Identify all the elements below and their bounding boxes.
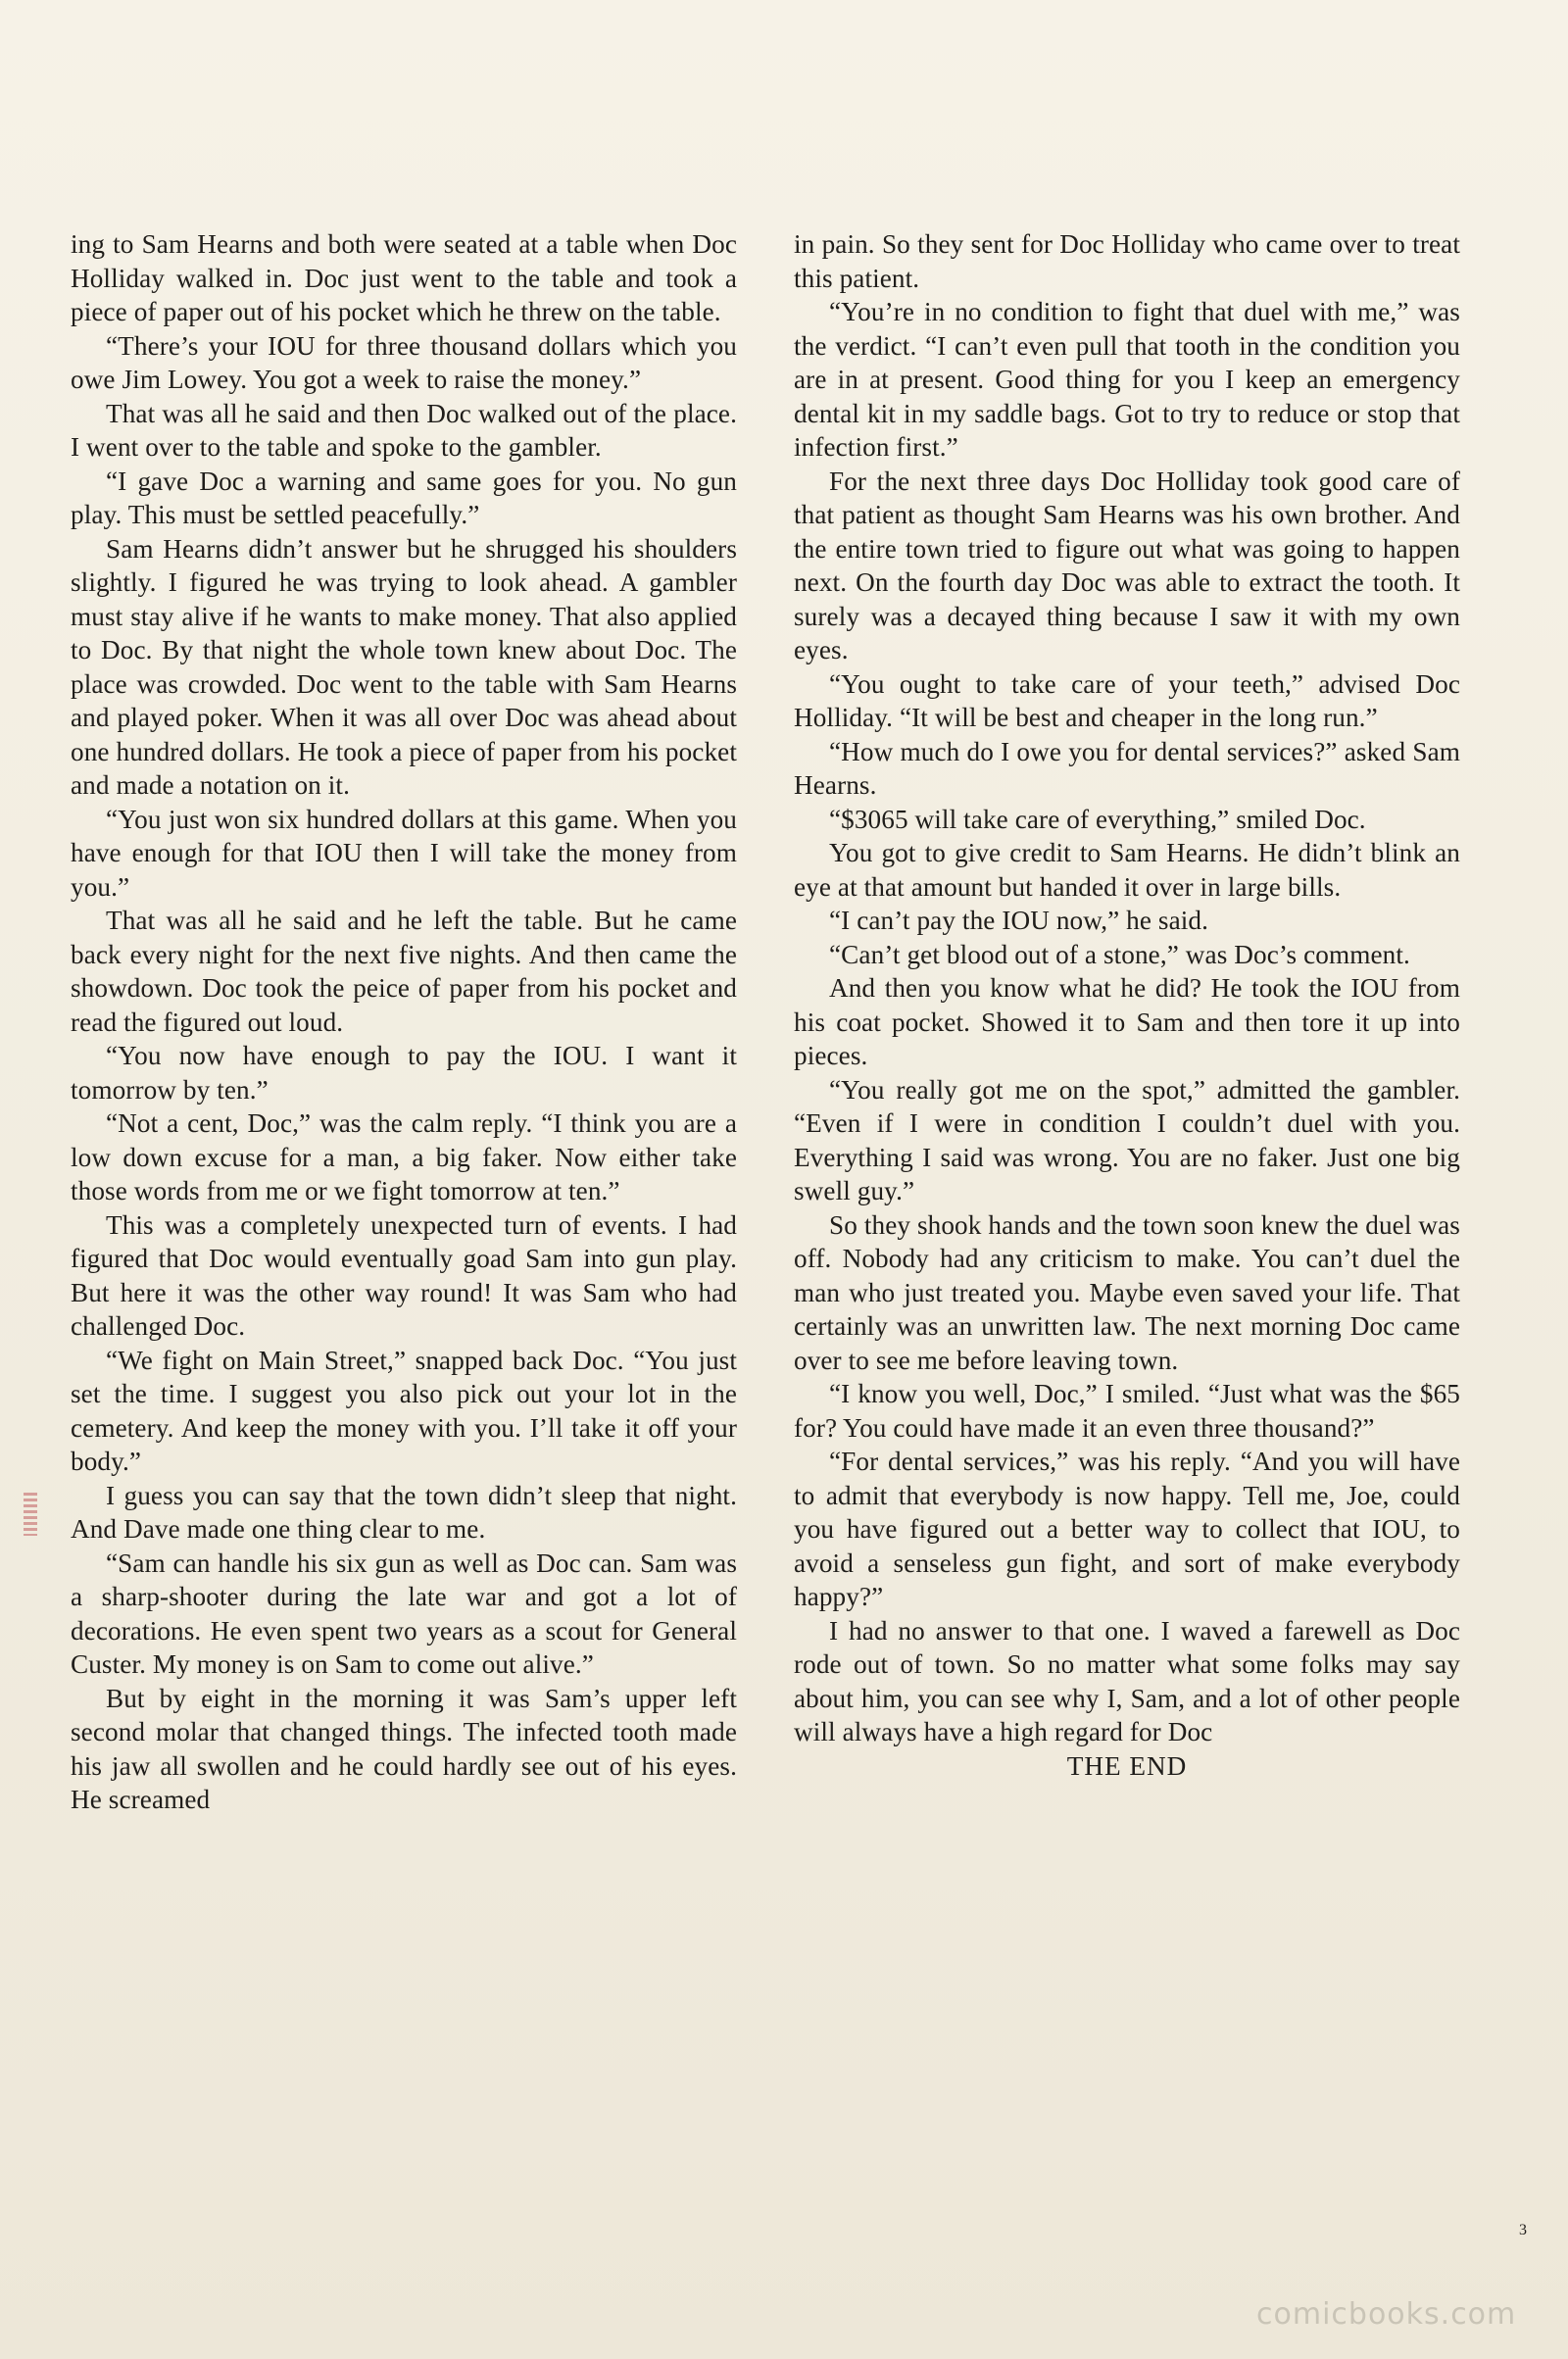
paragraph: “You’re in no condition to fight that duel with me,” was the verdict. “I can’t even pull that tooth in the condition you are in at present. Good thing for you I keep an emergency dental kit in my saddle bags. Got to try to reduce or stop that infection first.” <box>794 297 1460 462</box>
paragraph: This was a completely unexpected turn of events. I had figured that Doc would eventually goad Sam into gun play. But here it was the other way round! It was Sam who had challenged Doc. <box>71 1209 737 1341</box>
watermark: comicbooks.com <box>1256 2297 1517 2332</box>
paragraph: So they shook hands and the town soon knew the duel was off. Nobody had any criticism to make. You can’t duel the man who just treated you. Maybe even saved your life. That certainly was an unwritten law. The next morning Doc came over to see me before leaving town. <box>794 1209 1460 1375</box>
right-column <box>794 227 1460 1783</box>
paragraph: “How much do I owe you for dental services?” asked Sam Hearns. <box>794 736 1460 800</box>
paragraph: “You now have enough to pay the IOU. I want it tomorrow by ten.” <box>71 1041 737 1105</box>
paragraph: “I can’t pay the IOU now,” he said. <box>829 906 1209 935</box>
paragraph: “$3065 will take care of everything,” smiled Doc. <box>829 804 1366 834</box>
paragraph: “There’s your IOU for three thousand dollars which you owe Jim Lowey. You got a week to raise the money.” <box>71 330 737 394</box>
paragraph: That was all he said and then Doc walked out of the place. I went over to the table and spoke to the gambler. <box>71 398 737 462</box>
paragraph: “You just won six hundred dollars at this game. When you have enough for that IOU then I will take the money from you.” <box>71 804 737 902</box>
paragraph: “Can’t get blood out of a stone,” was Doc’s comment. <box>829 939 1410 969</box>
paragraph: You got to give credit to Sam Hearns. He didn’t blink an eye at that amount but handed it over in large bills. <box>794 838 1460 902</box>
paragraph: “You really got me on the spot,” admitted the gambler. “Even if I were in condition I couldn’t duel with you. Everything I said was wrong. You are no faker. Just one big swell guy.” <box>794 1074 1460 1205</box>
red-ink-mark <box>24 1493 37 1536</box>
paragraph: “For dental services,” was his reply. “And you will have to admit that everybody is now happy. Tell me, Joe, could you have figured out a better way to collect that IOU, to avoid a senseless gun fight, and sort of make everybody happy?” <box>794 1447 1460 1611</box>
paragraph: Sam Hearns didn’t answer but he shrugged his shoulders slightly. I figured he was trying to look ahead. A gambler must stay alive if he wants to make money. That also applied to Doc. By that night the whole town knew about Doc. The place was crowded. Doc went to the table with Sam Hearns and played poker. When it was all over Doc was ahead about one hundred dollars. He took a piece of paper from his pocket and made a notation on it. <box>71 533 737 800</box>
paragraph: That was all he said and he left the table. But he came back every night for the next five nights. And then came the showdown. Doc took the peice of paper from his pocket and read the figured out loud. <box>71 906 737 1037</box>
paragraph: And then you know what he did? He took the IOU from his coat pocket. Showed it to Sam and then tore it up into pieces. <box>794 973 1460 1070</box>
paragraph: I guess you can say that the town didn’t sleep that night. And Dave made one thing clear to me. <box>71 1480 737 1544</box>
paragraph: “Sam can handle his six gun as well as Doc can. Sam was a sharp-shooter during the late war and got a lot of decorations. He even spent two years as a scout for General Custer. My money is on Sam to come out alive.” <box>71 1548 737 1679</box>
paragraph: “Not a cent, Doc,” was the calm reply. “I think you are a low down excuse for a man, a big faker. Now either take those words from me or we fight tomorrow at ten.” <box>71 1108 737 1205</box>
paragraph: ing to Sam Hearns and both were seated at a table when Doc Holliday walked in. Doc just went to the table and took a piece of paper out of his pocket which he threw on the table. <box>71 229 737 326</box>
left-column <box>71 227 737 1817</box>
paragraph: “We fight on Main Street,” snapped back Doc. “You just set the time. I suggest you also pick out your lot in the cemetery. And keep the money with you. I’ll take it off your body.” <box>71 1345 737 1476</box>
paragraph: “I gave Doc a warning and same goes for you. No gun play. This must be settled peacefully.” <box>71 466 737 529</box>
paragraph: “You ought to take care of your teeth,” advised Doc Holliday. “It will be best and cheaper in the long run.” <box>794 668 1460 732</box>
paragraph: I had no answer to that one. I waved a farewell as Doc rode out of town. So no matter what some folks may say about him, you can see why I, Sam, and a lot of other people will always have a high regard for Doc <box>794 1615 1460 1746</box>
paragraph: For the next three days Doc Holliday took good care of that patient as thought Sam Hearns was his own brother. And the entire town tried to figure out what was going to happen next. On the fourth day Doc was able to extract the tooth. It surely was a decayed thing because I saw it with my own eyes. <box>794 466 1460 664</box>
paragraph: But by eight in the morning it was Sam’s upper left second molar that changed things. The infected tooth made his jaw all swollen and he could hardly see out of his eyes. He screamed <box>71 1683 737 1814</box>
the-end-label: THE END <box>1066 1750 1188 1781</box>
paragraph: in pain. So they sent for Doc Holliday who came over to treat this patient. <box>794 229 1460 293</box>
paragraph: “I know you well, Doc,” I smiled. “Just what was the $65 for? You could have made it an even three thousand?” <box>794 1379 1460 1443</box>
page-number: 3 <box>1519 2222 1527 2238</box>
